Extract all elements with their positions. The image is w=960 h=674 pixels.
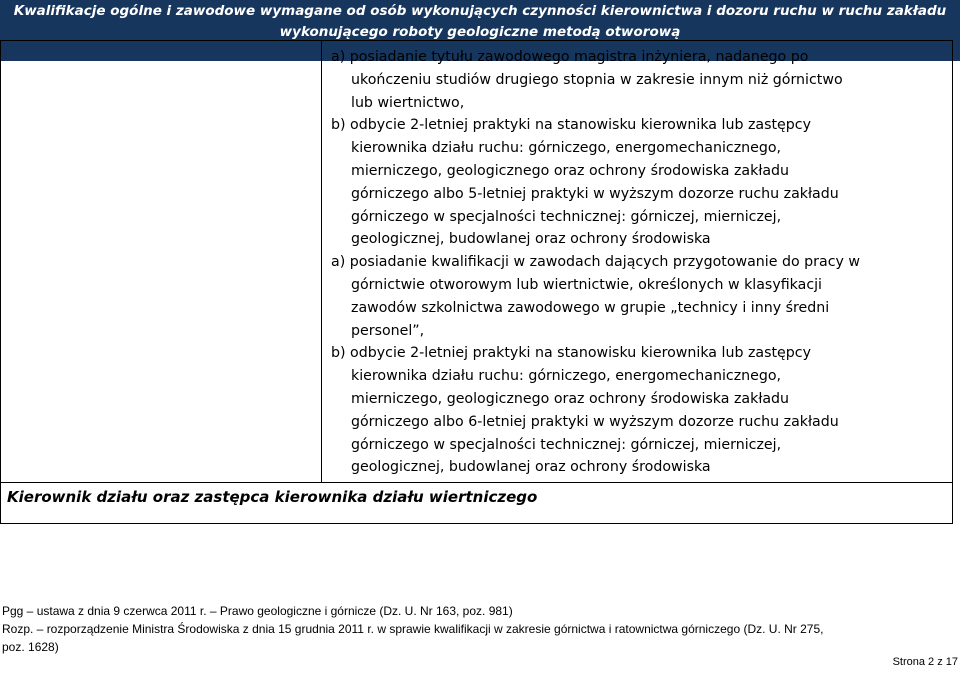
requirement-line: górniczego albo 5-letniej praktyki w wyższym dozorze ruchu zakładu	[351, 185, 839, 202]
requirements-cell	[331, 46, 951, 479]
requirement-line: górniczego albo 6-letniej praktyki w wyższym dozorze ruchu zakładu	[351, 413, 839, 430]
requirement-line: zawodów szkolnictwa zawodowego w grupie „technicy i inny średni	[351, 299, 830, 316]
requirement-line: b) odbycie 2-letniej praktyki na stanowisku kierownika lub zastępcy	[331, 117, 811, 134]
requirement-line: personel”,	[351, 322, 425, 339]
requirement-line: górniczego w specjalności technicznej: górniczej, mierniczej,	[351, 208, 782, 225]
requirement-line: lub wiertnictwo,	[351, 94, 465, 111]
requirement-line: ukończeniu studiów drugiego stopnia w zakresie innym niż górnictwo	[351, 71, 843, 88]
header-line-1: Kwalifikacje ogólne i zawodowe wymagane od osób wykonujących czynności kierownictwa i dozoru ruchu w ruchu zakładu	[13, 3, 947, 19]
requirement-line: geologicznej, budowlanej oraz ochrony środowiska	[351, 459, 711, 476]
requirement-line: a) posiadanie kwalifikacji w zawodach dających przygotowanie do pracy w	[331, 254, 861, 271]
qualifications-table	[0, 40, 953, 524]
footnote-rozp-cont: poz. 1628)	[2, 640, 59, 654]
header-line-2: wykonującego roboty geologiczne metodą otworową	[279, 24, 681, 40]
footnote-rozp: Rozp. – rozporządzenie Ministra Środowiska z dnia 15 grudnia 2011 r. w sprawie kwalifikacji w zakresie górnictwa i ratownictwa górniczego (Dz. U. Nr 275,	[2, 622, 824, 636]
footnotes	[0, 602, 960, 656]
requirement-line: geologicznej, budowlanej oraz ochrony środowiska	[351, 231, 711, 248]
column-divider	[321, 41, 322, 482]
requirement-line: mierniczego, geologicznego oraz ochrony środowiska zakładu	[351, 162, 790, 179]
requirement-line: górnictwie otworowym lub wiertnictwie, określonych w klasyfikacji	[351, 276, 822, 293]
page-number: Strona 2 z 17	[892, 656, 958, 668]
row-divider	[1, 482, 952, 483]
requirement-line: kierownika działu ruchu: górniczego, energomechanicznego,	[351, 140, 782, 157]
requirement-line: mierniczego, geologicznego oraz ochrony środowiska zakładu	[351, 390, 790, 407]
footnote-pgg: Pgg – ustawa z dnia 9 czerwca 2011 r. – Prawo geologiczne i górnicze (Dz. U. Nr 163, poz. 981)	[2, 604, 513, 618]
requirement-line: górniczego w specjalności technicznej: górniczej, mierniczej,	[351, 436, 782, 453]
requirement-line: b) odbycie 2-letniej praktyki na stanowisku kierownika lub zastępcy	[331, 345, 811, 362]
requirement-line: a) posiadanie tytułu zawodowego magistra inżyniera, nadanego po	[331, 49, 809, 65]
position-title: Kierownik działu oraz zastępca kierownika działu wiertniczego	[7, 488, 538, 506]
requirement-line: kierownika działu ruchu: górniczego, energomechanicznego,	[351, 368, 782, 385]
